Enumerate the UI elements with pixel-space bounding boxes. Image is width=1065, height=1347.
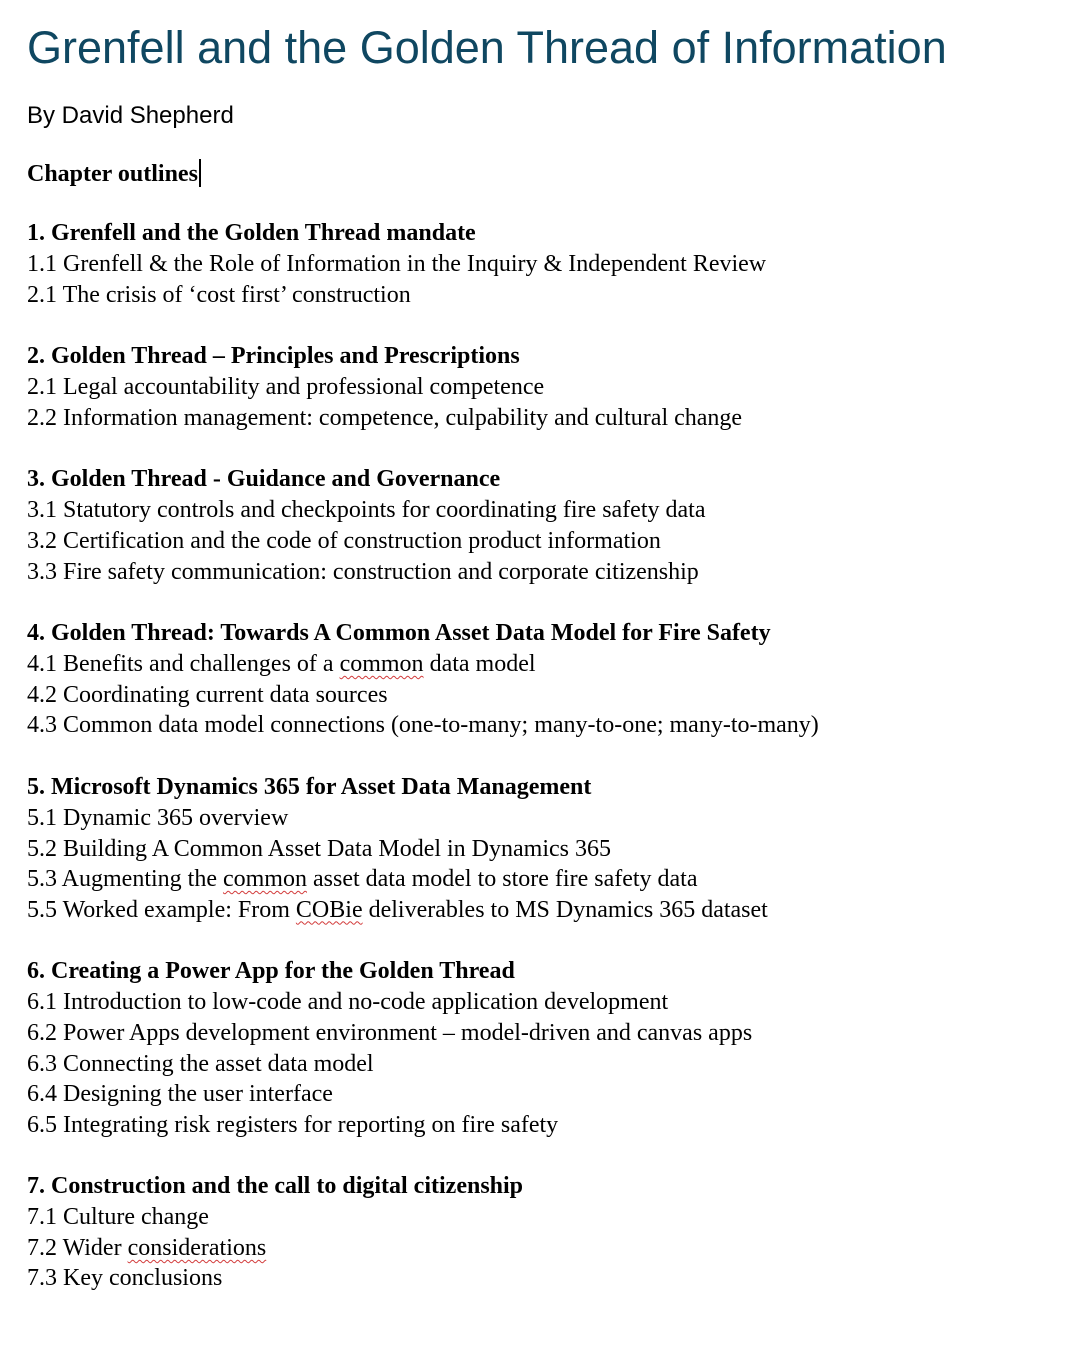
outline-heading[interactable] [27, 158, 201, 190]
section-line[interactable]: 2.2 Information management: competence, culpability and cultural change [27, 404, 743, 431]
chapter-block [27, 341, 819, 433]
section-line[interactable]: 5.2 Building A Common Asset Data Model in Dynamics 365 [27, 835, 611, 862]
chapter-title[interactable]: 4. Golden Thread: Towards A Common Asset Data Model for Fire Safety [27, 620, 771, 647]
spellcheck-underline[interactable]: COBie [295, 896, 363, 923]
spellcheck-underline[interactable]: considerations [127, 1234, 267, 1261]
outline-heading-text[interactable]: Chapter outlines [27, 161, 198, 187]
chapter-title[interactable]: 6. Creating a Power App for the Golden Thread [27, 958, 515, 985]
section-line[interactable]: 4.2 Coordinating current data sources [27, 681, 388, 708]
chapter-list [27, 218, 819, 1325]
chapter-title[interactable]: 3. Golden Thread - Guidance and Governance [27, 466, 501, 493]
chapter-block [27, 956, 819, 1140]
section-line[interactable]: 3.2 Certification and the code of construction product information [27, 527, 661, 554]
section-line[interactable]: 6.5 Integrating risk registers for reporting on fire safety [27, 1111, 559, 1138]
chapter-title[interactable]: 5. Microsoft Dynamics 365 for Asset Data Management [27, 773, 592, 800]
chapter-title[interactable]: 2. Golden Thread – Principles and Prescriptions [27, 343, 520, 370]
chapter-block [27, 772, 819, 925]
text-cursor [199, 159, 201, 187]
section-line[interactable]: 2.1 Legal accountability and professional competence [27, 374, 545, 401]
section-line[interactable]: 3.3 Fire safety communication: construction and corporate citizenship [27, 558, 699, 585]
chapter-block [27, 218, 819, 310]
chapter-title[interactable]: 7. Construction and the call to digital citizenship [27, 1173, 524, 1200]
section-line[interactable]: 6.3 Connecting the asset data model [27, 1050, 374, 1077]
document-byline[interactable]: By David Shepherd [27, 102, 234, 129]
section-line[interactable]: 7.3 Key conclusions [27, 1265, 223, 1292]
section-line[interactable]: 4.1 Benefits and challenges of a common data model [27, 651, 536, 678]
section-line[interactable]: 2.1 The crisis of ‘cost first’ construction [27, 281, 411, 308]
document-title[interactable]: Grenfell and the Golden Thread of Information [27, 22, 947, 73]
chapter-block [27, 464, 819, 587]
section-line[interactable]: 6.1 Introduction to low-code and no-code application development [27, 989, 669, 1016]
section-line[interactable]: 6.2 Power Apps development environment – model-driven and canvas apps [27, 1019, 753, 1046]
section-line[interactable]: 3.1 Statutory controls and checkpoints for coordinating fire safety data [27, 497, 706, 524]
section-line[interactable]: 6.4 Designing the user interface [27, 1081, 333, 1108]
spellcheck-underline[interactable]: common [339, 651, 424, 678]
section-line[interactable]: 5.3 Augmenting the common asset data model to store fire safety data [27, 866, 698, 893]
section-line[interactable]: 1.1 Grenfell & the Role of Information in the Inquiry & Independent Review [27, 251, 767, 277]
chapter-block [27, 618, 819, 741]
section-line[interactable]: 5.5 Worked example: From COBie deliverables to MS Dynamics 365 dataset [27, 896, 768, 923]
section-line[interactable]: 5.1 Dynamic 365 overview [27, 804, 289, 831]
spellcheck-underline[interactable]: common [222, 866, 307, 893]
chapter-block [27, 1171, 819, 1294]
section-line[interactable]: 7.2 Wider considerations [27, 1234, 267, 1261]
chapter-title[interactable]: 1. Grenfell and the Golden Thread mandate [27, 220, 476, 246]
section-line[interactable]: 7.1 Culture change [27, 1204, 209, 1231]
section-line[interactable]: 4.3 Common data model connections (one-to-many; many-to-one; many-to-many) [27, 712, 819, 739]
